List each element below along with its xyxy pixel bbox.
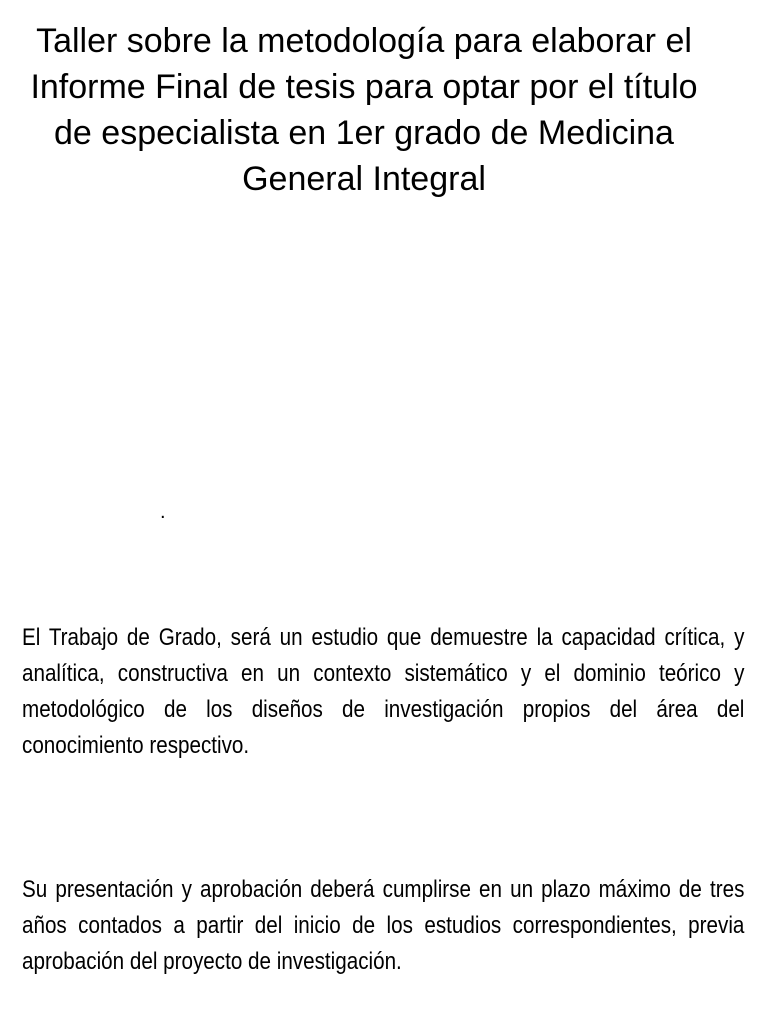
paragraph-trabajo-de-grado: El Trabajo de Grado, será un estudio que demuestre la capacidad crítica, y analítica, constructiva en un contexto sistemático y el dominio teórico y metodológico de los diseños de investigación propios del área del conocimiento respectivo. xyxy=(22,624,745,759)
paragraph-presentacion: Su presentación y aprobación deberá cumplirse en un plazo máximo de tres años contados a partir del inicio de los estudios correspondientes, previa aprobación del proyecto de investigación. xyxy=(22,876,745,975)
document-title: Taller sobre la metodología para elaborar el Informe Final de tesis para optar por el título de especialista en 1er grado de Medicina General Integral xyxy=(30,22,698,198)
stray-dot: . xyxy=(160,501,166,523)
